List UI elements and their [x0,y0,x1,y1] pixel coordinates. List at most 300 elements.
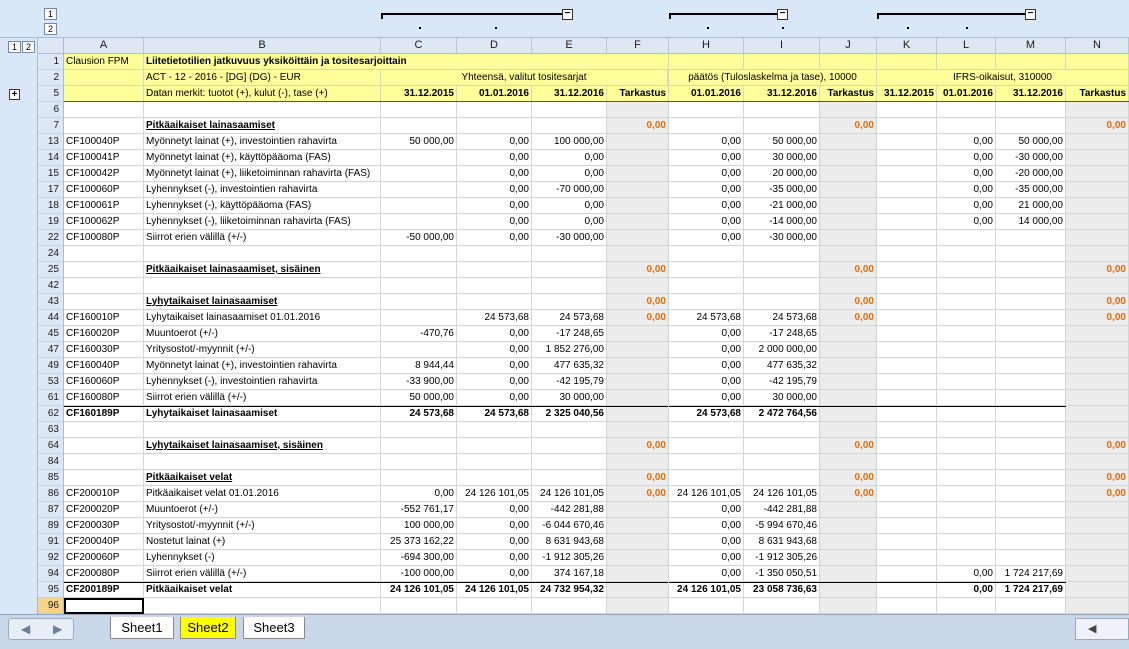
cell-D[interactable]: 0,00 [457,198,532,214]
cell-I[interactable]: -42 195,79 [744,374,820,390]
cell-J[interactable] [820,166,877,182]
cell-H[interactable]: 24 126 101,05 [669,582,744,598]
cell-E[interactable]: 0,00 [532,166,607,182]
cell-N[interactable] [1066,582,1129,598]
cell-C[interactable] [381,214,457,230]
cell-F[interactable] [607,502,669,518]
cell-L[interactable] [937,262,996,278]
cell-E[interactable]: -70 000,00 [532,182,607,198]
cell-B[interactable]: Liitetietotilien jatkuvuus yksiköittäin ja tositesarjoittain [144,54,644,70]
cell-C[interactable]: 24 126 101,05 [381,582,457,598]
cell-N[interactable] [1066,374,1129,390]
cell-L[interactable]: 0,00 [937,134,996,150]
cell-D[interactable]: 24 573,68 [457,310,532,326]
row-header[interactable]: 84 [38,454,64,470]
cell-J[interactable] [820,358,877,374]
cell-I[interactable] [744,102,820,118]
collapse-group-2-button[interactable]: − [777,9,788,20]
cell-N[interactable]: 0,00 [1066,262,1129,278]
cell-I[interactable]: -14 000,00 [744,214,820,230]
row-header[interactable]: 45 [38,326,64,342]
cell-B[interactable] [144,422,381,438]
cell-D[interactable]: 0,00 [457,550,532,566]
cell-F[interactable]: 0,00 [607,262,669,278]
cell-F[interactable]: 0,00 [607,470,669,486]
cell-J[interactable] [820,582,877,598]
cell-K[interactable] [877,310,937,326]
cell-C[interactable]: 100 000,00 [381,518,457,534]
cell-M[interactable] [996,294,1066,310]
cell-L[interactable] [937,342,996,358]
cell-C[interactable]: 50 000,00 [381,390,457,406]
cell-N[interactable] [1066,454,1129,470]
cell-A[interactable]: CF100061P [64,198,144,214]
cell-N[interactable] [1066,150,1129,166]
cell-N[interactable] [1066,182,1129,198]
cell-B[interactable]: Muuntoerot (+/-) [144,502,381,518]
cell-F[interactable] [607,182,669,198]
cell-I[interactable]: -21 000,00 [744,198,820,214]
cell-J[interactable]: 0,00 [820,470,877,486]
cell-N[interactable] [1066,342,1129,358]
cell-D[interactable]: 24 573,68 [457,406,532,422]
next-sheet-icon[interactable]: ▶ [53,622,63,636]
cell-H[interactable]: 01.01.2016 [669,86,744,102]
cell-C[interactable]: -470,76 [381,326,457,342]
cell-H[interactable]: 0,00 [669,182,744,198]
cell-C[interactable]: 24 573,68 [381,406,457,422]
cell-F[interactable] [607,390,669,406]
prev-sheet-icon[interactable]: ◀ [21,622,31,636]
cell-J[interactable] [820,566,877,582]
cell-B[interactable]: Myönnetyt lainat (+), käyttöpääoma (FAS) [144,150,381,166]
cell-L[interactable] [937,454,996,470]
row-header[interactable]: 85 [38,470,64,486]
cell-L[interactable]: 0,00 [937,166,996,182]
cell-K[interactable] [877,182,937,198]
cell-I[interactable]: 24 126 101,05 [744,486,820,502]
cell-D[interactable]: 24 126 101,05 [457,486,532,502]
cell-K[interactable] [877,246,937,262]
column-header-J[interactable]: J [820,38,877,54]
cell-M[interactable]: -30 000,00 [996,150,1066,166]
row-header[interactable]: 53 [38,374,64,390]
cell-J[interactable] [820,518,877,534]
cell-M[interactable]: -20 000,00 [996,166,1066,182]
cell-D[interactable]: 0,00 [457,502,532,518]
cell-L[interactable] [937,54,996,70]
cell-K[interactable] [877,438,937,454]
cell-C[interactable] [381,422,457,438]
cell-A[interactable]: CF100060P [64,182,144,198]
cell-E[interactable]: 24 732 954,32 [532,582,607,598]
cell-J[interactable] [820,422,877,438]
cell-E[interactable]: 1 852 276,00 [532,342,607,358]
cell-A[interactable]: CF100040P [64,134,144,150]
column-header-C[interactable]: C [381,38,457,54]
cell-D[interactable]: 0,00 [457,230,532,246]
cell-N[interactable] [1066,166,1129,182]
cell-M[interactable] [996,118,1066,134]
cell-H[interactable]: 0,00 [669,326,744,342]
cell-M[interactable] [996,454,1066,470]
cell-B[interactable]: Lyhennykset (-), investointien rahavirta [144,182,381,198]
cell-D[interactable] [457,294,532,310]
cell-J[interactable] [820,102,877,118]
cell-L[interactable]: 0,00 [937,214,996,230]
row-header[interactable]: 43 [38,294,64,310]
cell-J[interactable] [820,598,877,614]
cell-E[interactable]: -30 000,00 [532,230,607,246]
cell-C[interactable] [381,454,457,470]
cell-N[interactable] [1066,230,1129,246]
cell-M[interactable]: 1 724 217,69 [996,582,1066,598]
cell-L[interactable] [937,470,996,486]
row-header[interactable]: 61 [38,390,64,406]
cell-F[interactable] [607,518,669,534]
cell-B[interactable]: Lyhytaikaiset lainasaamiset [144,406,381,422]
cell-A[interactable] [64,294,144,310]
cell-D[interactable]: 0,00 [457,534,532,550]
cell-C[interactable] [381,438,457,454]
cell-B[interactable]: Muuntoerot (+/-) [144,326,381,342]
cell-E[interactable]: -6 044 670,46 [532,518,607,534]
cell-L[interactable]: 0,00 [937,566,996,582]
cell-J[interactable]: 0,00 [820,438,877,454]
cell-K[interactable] [877,150,937,166]
cell-N[interactable] [1066,214,1129,230]
cell-F[interactable] [607,582,669,598]
row-header[interactable]: 92 [38,550,64,566]
cell-C[interactable] [381,342,457,358]
row-header[interactable]: 24 [38,246,64,262]
cell-M[interactable] [996,438,1066,454]
cell-J[interactable]: 0,00 [820,118,877,134]
cell-F[interactable] [607,246,669,262]
cell-E[interactable]: -17 248,65 [532,326,607,342]
cell-H[interactable]: 24 573,68 [669,310,744,326]
cell-D[interactable]: 0,00 [457,342,532,358]
cell-A[interactable] [64,422,144,438]
row-header[interactable]: 87 [38,502,64,518]
cell-K[interactable] [877,166,937,182]
cell-J[interactable] [820,374,877,390]
row-header[interactable]: 62 [38,406,64,422]
cell-B[interactable]: Nostetut lainat (+) [144,534,381,550]
cell-K[interactable] [877,550,937,566]
cell-D[interactable] [457,470,532,486]
cell-M[interactable]: 14 000,00 [996,214,1066,230]
cell-A[interactable]: CF160020P [64,326,144,342]
cell-D[interactable]: 0,00 [457,358,532,374]
row-header[interactable]: 1 [38,54,64,70]
cell-L[interactable] [937,294,996,310]
cell-F[interactable] [607,278,669,294]
cell-J[interactable] [820,342,877,358]
cell-I[interactable] [744,438,820,454]
cell-N[interactable] [1066,278,1129,294]
cell-F[interactable] [607,358,669,374]
cell-I[interactable] [744,54,820,70]
cell-L[interactable] [937,486,996,502]
cell-C[interactable] [381,246,457,262]
cell-N[interactable] [1066,502,1129,518]
cell-L[interactable] [937,310,996,326]
cell-M[interactable] [996,230,1066,246]
cell-K[interactable] [877,214,937,230]
cell-L[interactable] [937,534,996,550]
cell-L[interactable] [937,438,996,454]
cell-A[interactable]: CF200060P [64,550,144,566]
cell-L[interactable]: 01.01.2016 [937,86,996,102]
cell-N[interactable]: 0,00 [1066,438,1129,454]
cell-H[interactable] [669,294,744,310]
cell-I[interactable]: -30 000,00 [744,230,820,246]
cell-A[interactable]: CF200040P [64,534,144,550]
cell-A[interactable] [64,70,144,86]
cell-I[interactable]: -442 281,88 [744,502,820,518]
cell-K[interactable] [877,198,937,214]
cell-K[interactable] [877,294,937,310]
cell-F[interactable] [607,342,669,358]
select-all-corner[interactable] [38,38,64,54]
column-header-F[interactable]: F [607,38,669,54]
cell-L[interactable]: 0,00 [937,582,996,598]
cell-H[interactable] [669,438,744,454]
cell-J[interactable] [820,246,877,262]
cell-K[interactable] [877,454,937,470]
cell-L[interactable] [937,598,996,614]
cell-J[interactable]: 0,00 [820,486,877,502]
cell-H[interactable] [669,422,744,438]
cell-B[interactable] [144,278,381,294]
cell-N[interactable] [1066,54,1129,70]
cell-D[interactable] [457,438,532,454]
cell-C[interactable]: -50 000,00 [381,230,457,246]
cell-E[interactable]: -42 195,79 [532,374,607,390]
outline-level-2-button[interactable]: 2 [44,23,57,35]
cell-H[interactable]: 0,00 [669,166,744,182]
cell-A[interactable] [64,246,144,262]
cell-B[interactable]: ACT - 12 - 2016 - [DG] (DG) - EUR [144,70,381,86]
cell-M[interactable] [996,54,1066,70]
cell-M[interactable] [996,262,1066,278]
cell-I[interactable] [744,118,820,134]
cell-E[interactable] [532,294,607,310]
cell-M[interactable]: 31.12.2016 [996,86,1066,102]
cell-J[interactable] [820,150,877,166]
cell-K[interactable] [877,598,937,614]
row-outline-level-2-button[interactable]: 2 [22,41,35,53]
cell-A[interactable] [64,598,144,614]
cell-B[interactable] [144,454,381,470]
cell-H[interactable] [669,102,744,118]
cell-D[interactable] [457,454,532,470]
cell-L[interactable] [937,518,996,534]
cell-K[interactable] [877,582,937,598]
cell-F[interactable]: 0,00 [607,310,669,326]
cell-A[interactable] [64,86,144,102]
cell-H[interactable]: 24 573,68 [669,406,744,422]
cell-M[interactable] [996,358,1066,374]
column-header-D[interactable]: D [457,38,532,54]
cell-L[interactable] [937,358,996,374]
cell-C[interactable]: 50 000,00 [381,134,457,150]
cell-A[interactable]: CF100041P [64,150,144,166]
row-header[interactable]: 94 [38,566,64,582]
cell-J[interactable]: 0,00 [820,262,877,278]
cell-N[interactable] [1066,534,1129,550]
cell-E[interactable]: 374 167,18 [532,566,607,582]
cell-C[interactable]: -33 900,00 [381,374,457,390]
row-header[interactable]: 2 [38,70,64,86]
cell-J[interactable] [820,134,877,150]
cell-L[interactable] [937,550,996,566]
cell-D[interactable]: 0,00 [457,150,532,166]
collapse-group-3-button[interactable]: − [1025,9,1036,20]
cell-C[interactable] [381,198,457,214]
cell-K[interactable] [877,422,937,438]
cell-A[interactable]: CF160010P [64,310,144,326]
cell-C[interactable] [381,278,457,294]
sheet-nav-buttons[interactable] [8,618,74,640]
column-header-A[interactable]: A [64,38,144,54]
cell-B[interactable]: Siirrot erien välillä (+/-) [144,230,381,246]
cell-H[interactable] [669,470,744,486]
cell-N[interactable] [1066,550,1129,566]
cell-N[interactable] [1066,406,1129,422]
cell-H[interactable] [669,118,744,134]
cell-E[interactable]: 31.12.2016 [532,86,607,102]
cell-E[interactable]: 8 631 943,68 [532,534,607,550]
row-header[interactable]: 15 [38,166,64,182]
cell-N[interactable] [1066,422,1129,438]
cell-B[interactable]: Myönnetyt lainat (+), investointien rahavirta [144,358,381,374]
horizontal-scrollbar[interactable] [1075,618,1129,640]
cell-K[interactable] [877,534,937,550]
column-header-H[interactable]: H [669,38,744,54]
cell-M[interactable] [996,422,1066,438]
cell-I[interactable]: 31.12.2016 [744,86,820,102]
cell-E[interactable]: 24 573,68 [532,310,607,326]
row-header[interactable]: 91 [38,534,64,550]
cell-C[interactable] [381,102,457,118]
cell-I[interactable]: 8 631 943,68 [744,534,820,550]
cell-B[interactable]: Pitkäaikaiset lainasaamiset, sisäinen [144,262,381,278]
cell-A[interactable]: CF160030P [64,342,144,358]
cell-B[interactable] [144,102,381,118]
cell-F[interactable] [607,598,669,614]
cell-B[interactable]: Pitkäaikaiset velat [144,582,381,598]
cell-D[interactable]: 0,00 [457,166,532,182]
cell-B[interactable]: Lyhytaikaiset lainasaamiset 01.01.2016 [144,310,381,326]
row-header[interactable]: 19 [38,214,64,230]
cell-B[interactable] [144,598,381,614]
row-header[interactable]: 18 [38,198,64,214]
row-header[interactable]: 42 [38,278,64,294]
cell-B[interactable]: Lyhytaikaiset lainasaamiset, sisäinen [144,438,381,454]
cell-I[interactable] [744,422,820,438]
cell-B[interactable]: Lyhennykset (-) [144,550,381,566]
cell-H[interactable]: 0,00 [669,534,744,550]
cell-J[interactable] [820,534,877,550]
cell-H[interactable]: 0,00 [669,550,744,566]
cell-L[interactable] [937,278,996,294]
cell-B[interactable]: Myönnetyt lainat (+), liiketoiminnan rahavirta (FAS) [144,166,381,182]
column-header-M[interactable]: M [996,38,1066,54]
cell-E[interactable] [532,454,607,470]
cell-D[interactable] [457,278,532,294]
cell-A[interactable]: CF160080P [64,390,144,406]
row-header[interactable]: 22 [38,230,64,246]
cell-F[interactable] [607,198,669,214]
cell-N[interactable] [1066,198,1129,214]
cell-D[interactable]: 0,00 [457,134,532,150]
cell-F[interactable]: 0,00 [607,486,669,502]
cell-H[interactable]: 0,00 [669,390,744,406]
cell-F[interactable] [607,374,669,390]
outline-level-1-button[interactable]: 1 [44,8,57,20]
cell-A[interactable] [64,454,144,470]
cell-I[interactable]: 30 000,00 [744,150,820,166]
cell-I[interactable]: 477 635,32 [744,358,820,374]
cell-D[interactable] [457,422,532,438]
cell-J[interactable]: 0,00 [820,294,877,310]
cell-F[interactable] [607,550,669,566]
cell-H[interactable]: 0,00 [669,214,744,230]
cell-H[interactable] [669,278,744,294]
cell-N[interactable] [1066,246,1129,262]
cell-L[interactable] [937,390,996,406]
cell-C[interactable] [381,182,457,198]
cell-A[interactable] [64,262,144,278]
cell-A[interactable]: CF100080P [64,230,144,246]
expand-rows-button[interactable]: + [9,89,20,100]
cell-M[interactable] [996,502,1066,518]
cell-N[interactable] [1066,598,1129,614]
cell-A[interactable]: CF200080P [64,566,144,582]
cell-A[interactable]: CF200010P [64,486,144,502]
cell-I[interactable] [744,294,820,310]
cell-I[interactable]: -17 248,65 [744,326,820,342]
cell-H[interactable]: 0,00 [669,150,744,166]
cell-K[interactable] [877,230,937,246]
column-header-I[interactable]: I [744,38,820,54]
cell-C[interactable]: -552 761,17 [381,502,457,518]
cell-N[interactable]: 0,00 [1066,486,1129,502]
row-header[interactable]: 96 [38,598,64,614]
cell-L[interactable] [937,374,996,390]
cell-K[interactable] [877,470,937,486]
cell-K[interactable]: 31.12.2015 [877,86,937,102]
cell-B[interactable]: Pitkäaikaiset lainasaamiset [144,118,381,134]
row-header[interactable]: 44 [38,310,64,326]
cell-K[interactable] [877,118,937,134]
cell-H[interactable] [669,262,744,278]
cell-F[interactable] [607,566,669,582]
cell-M[interactable] [996,406,1066,422]
cell-E[interactable] [532,262,607,278]
cell-H[interactable] [669,598,744,614]
cell-D[interactable]: 0,00 [457,518,532,534]
row-header[interactable]: 17 [38,182,64,198]
cell-I[interactable] [744,470,820,486]
cell-E[interactable] [532,118,607,134]
row-header[interactable]: 6 [38,102,64,118]
row-header[interactable]: 5 [38,86,64,102]
cell-E[interactable]: -1 912 305,26 [532,550,607,566]
cell-I[interactable] [744,262,820,278]
